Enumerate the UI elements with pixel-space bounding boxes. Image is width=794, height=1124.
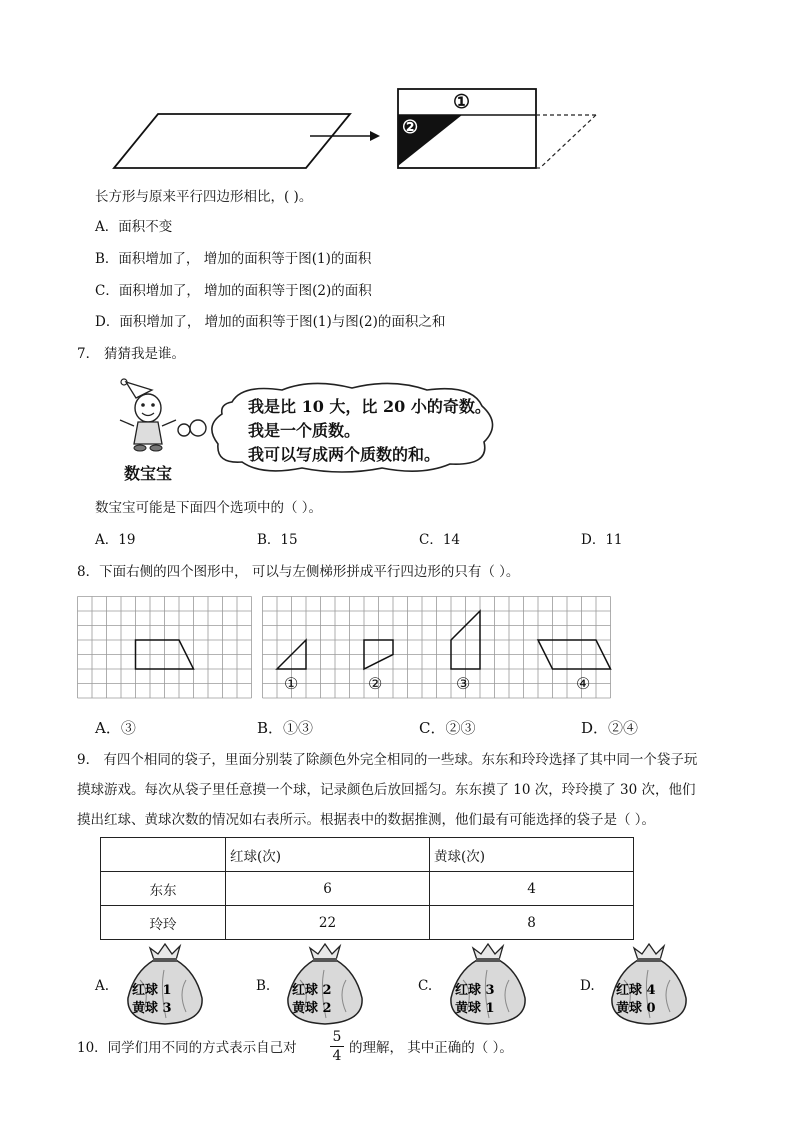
bag-d-yellow: 黄球 0 [616, 1001, 656, 1016]
bag-a-yellow: 黄球 3 [132, 1001, 172, 1016]
character-name: 数宝宝 [124, 464, 173, 483]
q7-option-a: A．19 [95, 532, 136, 548]
shape-label-4: ④ [576, 674, 591, 693]
table-cell: 东东 [101, 872, 226, 906]
bubble-line-1: 我是比 10 大，比 20 小的奇数。 [248, 397, 491, 416]
q7-option-d: D．11 [581, 532, 623, 548]
table-cell: 22 [226, 906, 430, 940]
table-cell: 6 [226, 872, 430, 906]
bag-c-red: 红球 3 [455, 983, 495, 998]
table-header-cell: 红球(次) [226, 838, 430, 872]
q7-option-c: C．14 [419, 532, 461, 548]
bubble-line-2: 我是一个质数。 [248, 421, 361, 440]
bag-d [604, 940, 674, 1026]
grid-left [77, 596, 252, 701]
q10-fraction [330, 1029, 344, 1064]
q8-option-a: A．③ [95, 719, 136, 737]
q6-label-1: ① [453, 91, 471, 113]
q9-line-1: 9． 有四个相同的袋子，里面分别装了除颜色外完全相同的一些球。东东和玲玲选择了其中同一个袋子玩 [77, 752, 698, 768]
fraction-bar [330, 1046, 344, 1047]
shape-label-1: ① [284, 674, 299, 693]
q6-option-c: C．面积增加了， 增加的面积等于图(2)的面积 [95, 283, 372, 299]
shape-label-2: ② [368, 674, 383, 693]
bag-c [443, 940, 513, 1026]
bag-d-red: 红球 4 [616, 983, 656, 998]
bag-b-red: 红球 2 [292, 983, 332, 998]
table-header-row [101, 838, 634, 872]
shape-label-3: ③ [456, 674, 471, 693]
bag-a-red: 红球 1 [132, 983, 172, 998]
bag-b-yellow: 黄球 2 [292, 1001, 332, 1016]
table-cell: 4 [430, 872, 634, 906]
q7-question: 数宝宝可能是下面四个选项中的（ ）。 [95, 500, 323, 516]
q6-question: 长方形与原来平行四边形相比，( )。 [95, 189, 313, 205]
fraction-denominator: 4 [332, 1048, 342, 1064]
q6-figure [100, 84, 610, 174]
bag-c-yellow: 黄球 1 [455, 1001, 495, 1016]
table-cell: 玲玲 [101, 906, 226, 940]
ball-table [100, 837, 634, 940]
bag-letter-d: D. [580, 978, 595, 994]
table-row [101, 906, 634, 940]
q10-text-before: 10．同学们用不同的方式表示自己对 [77, 1040, 297, 1056]
q6-option-d: D．面积增加了， 增加的面积等于图(1)与图(2)的面积之和 [95, 314, 446, 330]
bag-letter-c: C. [418, 978, 433, 994]
q10-text-after: 的理解， 其中正确的（ ）。 [349, 1040, 513, 1056]
q8-question: 8．下面右侧的四个图形中， 可以与左侧梯形拼成平行四边形的只有（ ）。 [77, 564, 520, 580]
q7-title: 猜猜我是谁。 [104, 346, 185, 362]
bag-letter-b: B. [256, 978, 271, 994]
bag-letter-a: A. [95, 978, 110, 994]
grid-right [262, 596, 624, 701]
table-row [101, 872, 634, 906]
q8-option-c: C．②③ [419, 719, 476, 737]
q6-option-a: A．面积不变 [95, 219, 173, 235]
q7-number: 7． [77, 346, 100, 362]
table-header-cell [101, 838, 226, 872]
table-cell: 8 [430, 906, 634, 940]
q8-option-b: B．①③ [257, 719, 314, 737]
q9-line-2: 摸球游戏。每次从袋子里任意摸一个球，记录颜色后放回摇匀。东东摸了 10 次，玲玲摸了 30 次，他们 [77, 782, 696, 798]
q6-label-2: ② [402, 117, 419, 138]
table-header-cell: 黄球(次) [430, 838, 634, 872]
q6-option-b: B．面积增加了， 增加的面积等于图(1)的面积 [95, 251, 372, 267]
bubble-line-3: 我可以写成两个质数的和。 [248, 445, 441, 464]
bag-b [280, 940, 350, 1026]
q8-option-d: D．②④ [581, 719, 639, 737]
q7-option-b: B．15 [257, 532, 298, 548]
fraction-numerator: 5 [332, 1029, 342, 1045]
q9-line-3: 摸出红球、黄球次数的情况如右表所示。根据表中的数据推测，他们最有可能选择的袋子是（ ）。 [77, 812, 656, 828]
bag-a [120, 940, 190, 1026]
